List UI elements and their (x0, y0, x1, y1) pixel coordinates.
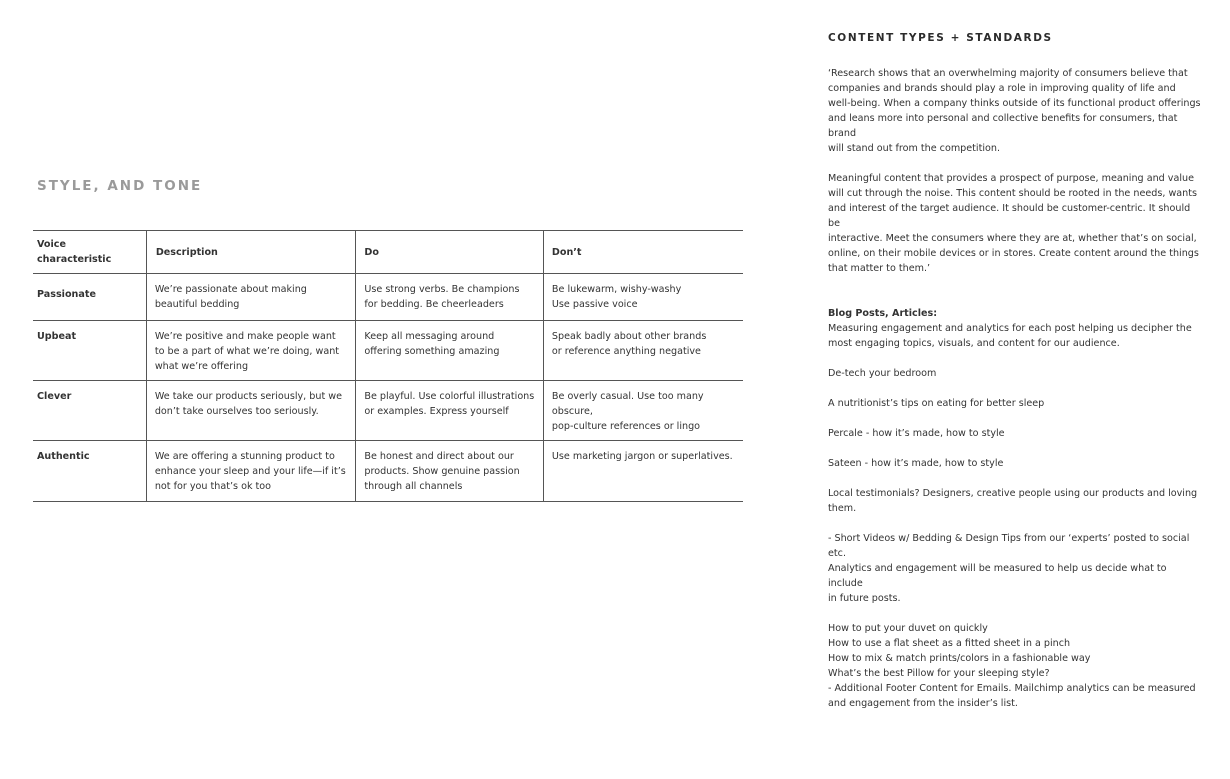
do-cell (356, 381, 544, 441)
do-cell (356, 321, 544, 381)
cell-text-line: Keep all messaging around (364, 331, 495, 342)
text-line: interactive. Meet the consumers where they are at, whether that’s on social, (828, 233, 1197, 244)
testimonials-paragraph (828, 486, 1204, 516)
table-header-row (33, 231, 743, 274)
cell-text-line: Be playful. Use colorful illustrations (364, 391, 535, 402)
cell-text-line: pop-culture references or lingo (551, 421, 701, 432)
do-cell (356, 441, 544, 502)
list-item: How to use a flat sheet as a fitted sheet in a pinch (828, 638, 1071, 649)
list-item: How to put your duvet on quickly (828, 623, 988, 634)
cell-text-line: to be a part of what we’re doing, want (154, 346, 340, 357)
cell-text-line: Be honest and direct about our (364, 451, 514, 462)
do-cell (356, 274, 544, 321)
text-line: Measuring engagement and analytics for each post helping us decipher the (828, 323, 1192, 334)
video-topics-list (828, 621, 1204, 711)
quote-paragraph-1 (828, 66, 1204, 156)
text-line: most engaging topics, visuals, and content for our audience. (828, 338, 1120, 349)
cell-text-line: Use marketing jargon or superlatives. (551, 451, 733, 462)
characteristic-cell: Authentic (33, 441, 146, 502)
topic-item: Sateen - how it’s made, how to style (828, 458, 1004, 469)
dont-cell (543, 441, 743, 502)
text-line: that matter to them.’ (828, 263, 931, 274)
table-row (33, 381, 743, 441)
text-line: Analytics and engagement will be measured to help us decide what to include (828, 563, 1167, 589)
cell-text-line: We take our products seriously, but we (154, 391, 343, 402)
text-line: will stand out from the competition. (828, 143, 1001, 154)
cell-text-line: We’re positive and make people want (154, 331, 336, 342)
text-line: in future posts. (828, 593, 901, 604)
description-cell (146, 321, 356, 381)
dont-cell (543, 321, 743, 381)
text-line: and leans more into personal and collective benefits for consumers, that brand (828, 113, 1178, 139)
blog-heading: Blog Posts, Articles: (828, 308, 938, 319)
header-voice-characteristic: Voice characteristic (33, 231, 146, 274)
text-line: will cut through the noise. This content should be rooted in the needs, wants (828, 188, 1198, 199)
table-row (33, 321, 743, 381)
characteristic-cell: Passionate (33, 274, 146, 321)
videos-paragraph (828, 531, 1204, 606)
characteristic-cell: Clever (33, 381, 146, 441)
list-item: How to mix & match prints/colors in a fashionable way (828, 653, 1091, 664)
cell-text-line: We’re passionate about making (154, 284, 307, 295)
voice-table (33, 230, 743, 502)
cell-text-line: enhance your sleep and your life—if it’s (154, 466, 346, 477)
list-item: What’s the best Pillow for your sleeping style? (828, 668, 1050, 679)
cell-text-line: or examples. Express yourself (364, 406, 509, 417)
list-item: and engagement from the insider’s list. (828, 698, 1018, 709)
header-description: Description (146, 231, 356, 274)
header-do: Do (356, 231, 544, 274)
cell-text-line: Be lukewarm, wishy-washy (551, 284, 682, 295)
cell-text-line: don’t take ourselves too seriously. (154, 406, 319, 417)
text-line: companies and brands should play a role in improving quality of life and (828, 83, 1176, 94)
text-line: - Short Videos w/ Bedding & Design Tips from our ‘experts’ posted to social etc. (828, 533, 1190, 559)
cell-text-line: We are offering a stunning product to (154, 451, 335, 462)
cell-text-line: for bedding. Be cheerleaders (364, 299, 504, 310)
cell-text-line: what we’re offering (154, 361, 249, 372)
cell-text-line: Use strong verbs. Be champions (364, 284, 520, 295)
quote-paragraph-2 (828, 171, 1204, 276)
list-item: - Additional Footer Content for Emails. Mailchimp analytics can be measured (828, 683, 1196, 694)
header-dont: Don’t (543, 231, 743, 274)
cell-text-line: not for you that’s ok too (154, 481, 272, 492)
text-line: and interest of the target audience. It should be customer-centric. It should be (828, 203, 1191, 229)
content-types-title: CONTENT TYPES + STANDARDS (828, 32, 1053, 44)
text-line: online, on their mobile devices or in stores. Create content around the things (828, 248, 1199, 259)
cell-text-line: or reference anything negative (551, 346, 701, 357)
description-cell (146, 441, 356, 502)
description-cell (146, 274, 356, 321)
topic-item: De-tech your bedroom (828, 368, 937, 379)
cell-text-line: products. Show genuine passion (364, 466, 520, 477)
cell-text-line: Speak badly about other brands (551, 331, 707, 342)
cell-text-line: Use passive voice (551, 299, 638, 310)
section-heading-style-tone: STYLE, AND TONE (37, 178, 203, 194)
content-types-column (828, 31, 1204, 726)
text-line: them. (828, 503, 857, 514)
table-row (33, 441, 743, 502)
dont-cell (543, 381, 743, 441)
description-cell (146, 381, 356, 441)
text-line: Local testimonials? Designers, creative people using our products and loving (828, 488, 1198, 499)
dont-cell (543, 274, 743, 321)
cell-text-line: beautiful bedding (154, 299, 240, 310)
table-row (33, 274, 743, 321)
cell-text-line: through all channels (364, 481, 463, 492)
blog-section (828, 306, 1204, 351)
cell-text-line: Be overly casual. Use too many obscure, (551, 391, 704, 417)
topic-item: Percale - how it’s made, how to style (828, 428, 1005, 439)
cell-text-line: offering something amazing (364, 346, 500, 357)
characteristic-cell: Upbeat (33, 321, 146, 381)
topic-item: A nutritionist’s tips on eating for better sleep (828, 398, 1045, 409)
text-line: well-being. When a company thinks outside of its functional product offerings (828, 98, 1201, 109)
text-line: Meaningful content that provides a prospect of purpose, meaning and value (828, 173, 1195, 184)
text-line: ‘Research shows that an overwhelming majority of consumers believe that (828, 68, 1188, 79)
